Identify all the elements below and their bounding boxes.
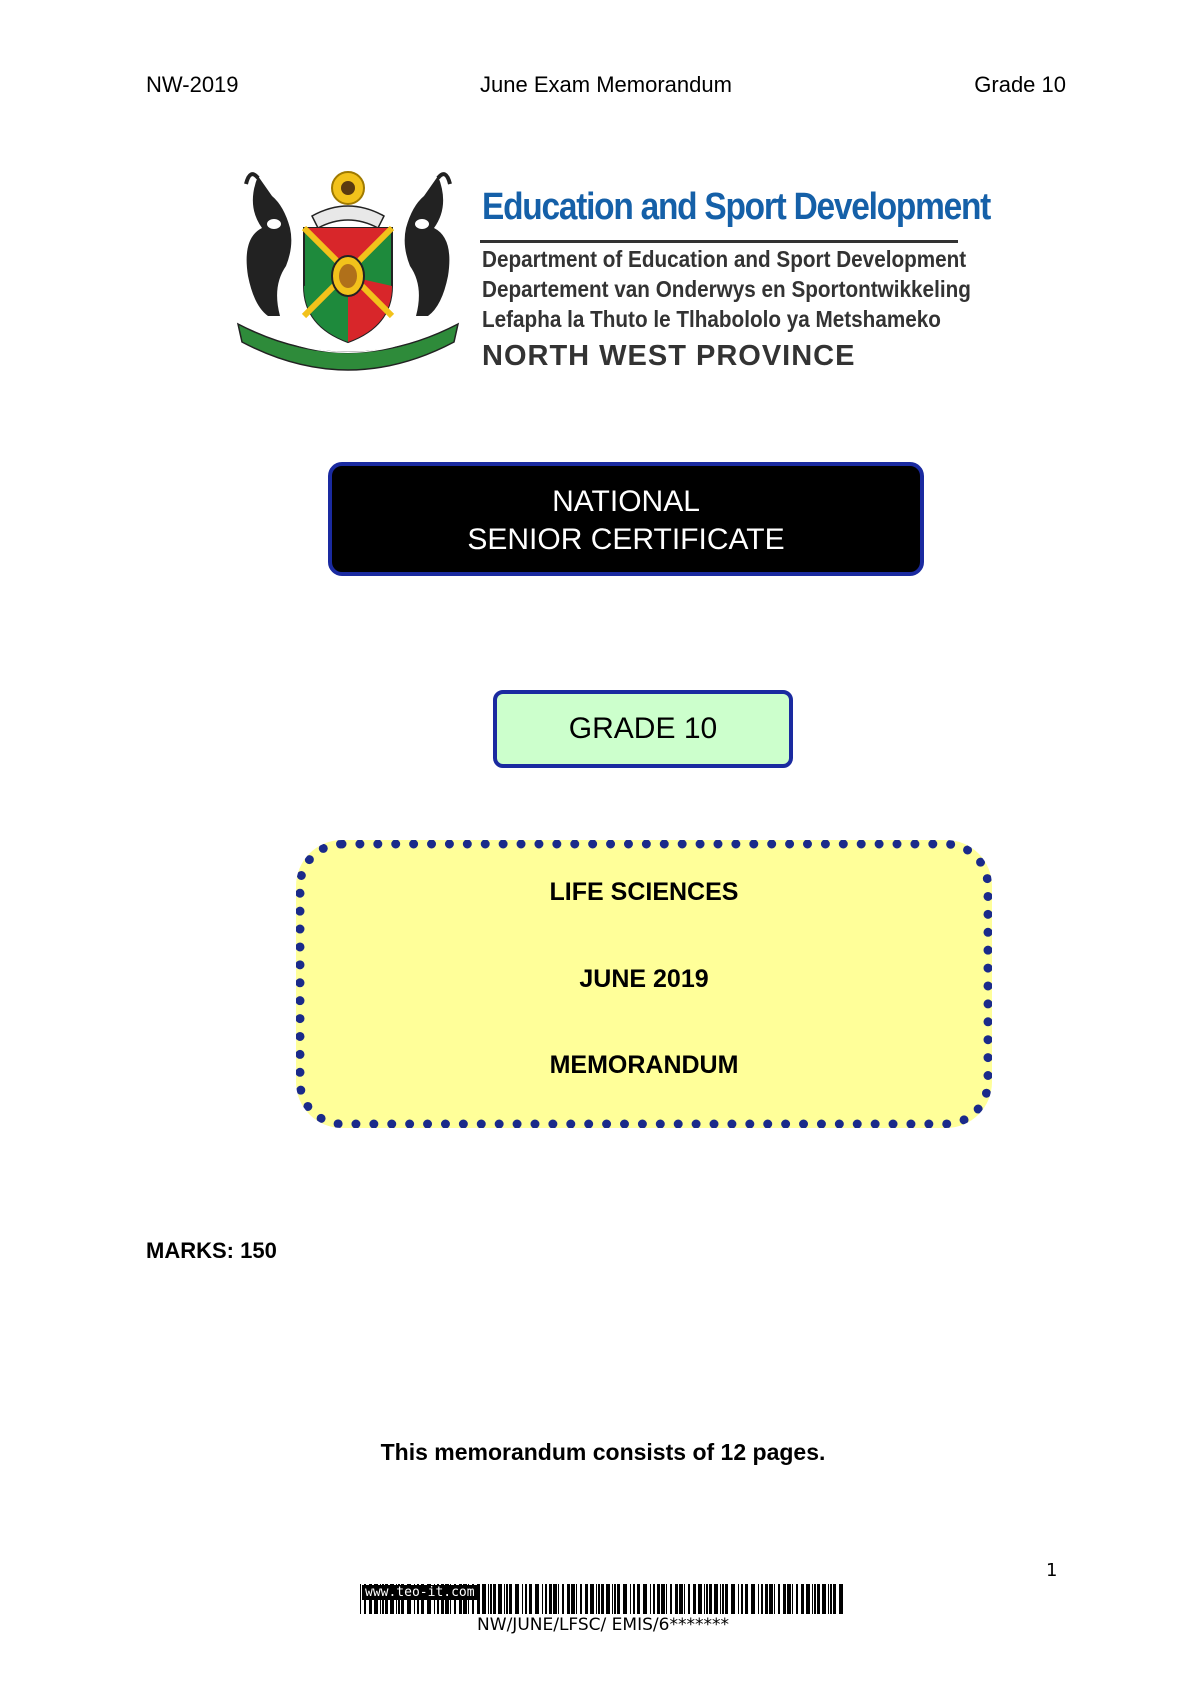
barcode-bar (567, 1584, 570, 1614)
barcode-bar (761, 1584, 763, 1614)
barcode-bar (706, 1584, 708, 1614)
barcode-bar (360, 1584, 361, 1614)
barcode-bar (817, 1584, 820, 1614)
barcode-bar (515, 1584, 519, 1614)
certificate-line-2: SENIOR CERTIFICATE (467, 523, 785, 556)
barcode-bar (553, 1584, 557, 1614)
barcode-bar (812, 1584, 813, 1614)
barcode-bar (598, 1584, 600, 1614)
barcode-bar (630, 1584, 631, 1614)
barcode-bar (688, 1584, 690, 1614)
barcode-bar (509, 1584, 512, 1614)
department-title: Education and Sport Development (482, 186, 991, 228)
barcode-bar (576, 1584, 577, 1614)
barcode-bar (830, 1584, 832, 1614)
barcode-bar (571, 1584, 575, 1614)
barcode-bar (535, 1584, 539, 1614)
page-number: 1 (1046, 1560, 1058, 1581)
exam-session: JUNE 2019 (579, 965, 709, 993)
barcode-bar (796, 1584, 798, 1614)
barcode-bar (765, 1584, 768, 1614)
barcode-bar (741, 1584, 743, 1614)
barcode-bar (542, 1584, 543, 1614)
barcode-bar (633, 1584, 635, 1614)
barcode-bar (525, 1584, 527, 1614)
title-divider (480, 240, 958, 243)
coat-of-arms-logo (228, 166, 468, 384)
barcode-bar (596, 1584, 597, 1614)
barcode-bar (482, 1584, 486, 1614)
header-center: June Exam Memorandum (480, 72, 732, 97)
barcode-bar (493, 1584, 496, 1614)
barcode-bar (787, 1584, 791, 1614)
barcode-bar (679, 1584, 683, 1614)
barcode-bar (490, 1584, 492, 1614)
barcode-bar (684, 1584, 685, 1614)
barcode-bar (614, 1584, 616, 1614)
barcode-bar (731, 1584, 735, 1614)
certificate-line-1: NATIONAL (552, 485, 700, 518)
barcode-bar (612, 1584, 613, 1614)
barcode-bar (558, 1584, 559, 1614)
barcode-bar (653, 1584, 655, 1614)
barcode-bar (722, 1584, 724, 1614)
barcode-bar (709, 1584, 712, 1614)
barcode-bar (504, 1584, 505, 1614)
barcode-bar (580, 1584, 582, 1614)
header-right: Grade 10 (974, 72, 1066, 97)
barcode-bar (643, 1584, 647, 1614)
barcode-bar (714, 1584, 718, 1614)
department-name-english: Department of Education and Sport Development (482, 246, 967, 272)
barcode-bar (637, 1584, 640, 1614)
barcode-bar (828, 1584, 829, 1614)
document-code: NW/JUNE/LFSC/ EMIS/6******* (477, 1615, 729, 1635)
barcode-bar (704, 1584, 705, 1614)
barcode-bar (769, 1584, 773, 1614)
barcode-bar (488, 1584, 489, 1614)
province-name: NORTH WEST PROVINCE (482, 340, 856, 372)
barcode-bar (617, 1584, 620, 1614)
barcode-bar (745, 1584, 748, 1614)
barcode-bar (670, 1584, 672, 1614)
page-count-note: This memorandum consists of 12 pages. (380, 1439, 826, 1465)
grade-box: GRADE 10 (493, 690, 793, 768)
subject-box (296, 840, 992, 1128)
barcode-bar (725, 1584, 728, 1614)
barcode-bar (751, 1584, 755, 1614)
barcode-bar (562, 1584, 564, 1614)
barcode-bar (774, 1584, 775, 1614)
total-marks: MARKS: 150 (146, 1238, 277, 1263)
barcode-bar (738, 1584, 739, 1614)
barcode-bar (601, 1584, 604, 1614)
barcode-bar (720, 1584, 721, 1614)
document-type: MEMORANDUM (549, 1051, 739, 1079)
barcode-bar (545, 1584, 547, 1614)
barcode-bar (650, 1584, 651, 1614)
barcode-bar (801, 1584, 804, 1614)
barcode-bar (666, 1584, 667, 1614)
barcode-bar (806, 1584, 810, 1614)
barcode-bar (606, 1584, 610, 1614)
barcode-bar (833, 1584, 836, 1614)
barcode-bar (529, 1584, 532, 1614)
barcode-bar (698, 1584, 702, 1614)
barcode-bar (506, 1584, 508, 1614)
barcode-bar (585, 1584, 588, 1614)
department-name-afrikaans: Departement van Onderwys en Sportontwikkeling (482, 276, 971, 302)
barcode-bar (522, 1584, 523, 1614)
barcode-bar (549, 1584, 552, 1614)
barcode-bar (590, 1584, 594, 1614)
barcode-bar (778, 1584, 780, 1614)
barcode-bar (675, 1584, 678, 1614)
barcode-bar (783, 1584, 786, 1614)
barcode-bar (498, 1584, 502, 1614)
department-name-setswana: Lefapha la Thuto le Tlhabololo ya Metshameko (482, 306, 941, 332)
barcode-bar (693, 1584, 696, 1614)
barcode-bar (657, 1584, 660, 1614)
barcode-label: www.teo-it.com (362, 1585, 478, 1600)
barcode-bar (814, 1584, 816, 1614)
certificate-box (328, 462, 924, 576)
barcode-bar (792, 1584, 793, 1614)
barcode-bar (839, 1584, 843, 1614)
subject-name: LIFE SCIENCES (549, 878, 739, 906)
barcode-bar (758, 1584, 759, 1614)
header-left: NW-2019 (146, 72, 239, 97)
barcode-bar (661, 1584, 665, 1614)
barcode-bar (623, 1584, 627, 1614)
barcode-bar (822, 1584, 826, 1614)
